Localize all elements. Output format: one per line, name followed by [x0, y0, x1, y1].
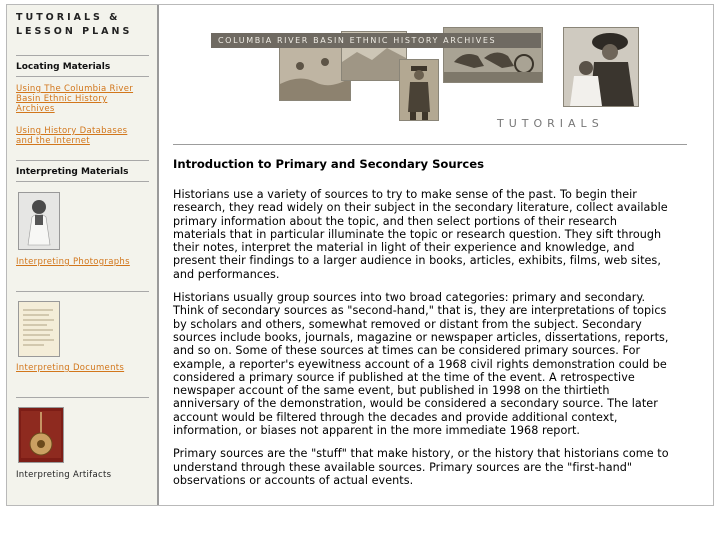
document-thumbnail[interactable]	[18, 301, 60, 357]
sidebar-divider	[16, 291, 149, 292]
paragraph-primary-sources: Primary sources are the "stuff" that make history, or the history that historians come to understand through these available sources. Primary sources are the "first-hand" observations or accounts of actual events.	[173, 447, 669, 487]
sidebar-divider	[16, 55, 149, 56]
paragraph-intro: Historians use a variety of sources to try to make sense of the past. To begin their research, they read widely on their subject in the secondary literature, collect available primary information about the topic, and then select portions of their research materials that in particular illuminate the topic or research question. They sift through their notes, interpret the material in light of their experience and knowledge, and present their findings to a larger audience in books, articles, exhibits, films, web sites, and performances.	[173, 188, 668, 281]
header-divider	[173, 144, 687, 145]
banner-photo-man	[399, 59, 439, 121]
interpreting-materials-heading: Interpreting Materials	[16, 167, 129, 177]
sidebar-title-line2: LESSON PLANS	[16, 26, 133, 37]
link-using-history-databases[interactable]: Using History Databases and the Internet	[16, 126, 128, 146]
paragraph-categories: Historians usually group sources into two broad categories: primary and secondary. Think of secondary sources as "second-hand," that is, they are interpretations of topics by scholars and others, somewhat removed or distant from the subject. Secondary sources include books, journals, magazine or newspaper articles, dissertations, reports, and so on. Some of these sources at times can be considered primary sources. For example, a reporter's eyewitness account of a 1968 civil rights demonstration could be considered a primary source if published at the time of the event. A retrospective newspaper account of the same event, but published in 1998 on the thirtieth anniversary of the demonstration, would be considered a secondary source. The later account would be filtered through the decades and provide additional context, information, or biases not apparent in the more immediate 1968 report.	[173, 291, 669, 438]
link-interpreting-documents[interactable]: Interpreting Documents	[16, 363, 125, 373]
browser-content	[6, 4, 714, 506]
sidebar	[7, 5, 159, 505]
page-title: Introduction to Primary and Secondary Sources	[173, 157, 485, 171]
link-interpreting-photographs[interactable]: Interpreting Photographs	[16, 257, 130, 267]
banner-tutorials-label: TUTORIALS	[497, 117, 604, 130]
locating-materials-heading: Locating Materials	[16, 62, 111, 72]
header-banner	[211, 27, 639, 135]
sidebar-title-line1: TUTORIALS &	[16, 12, 121, 23]
child-photo-thumbnail[interactable]	[18, 192, 60, 250]
artifact-thumbnail[interactable]	[18, 407, 64, 463]
sidebar-divider	[16, 160, 149, 161]
sidebar-divider	[16, 181, 149, 182]
main-content	[173, 157, 673, 497]
banner-photo-mother-child	[563, 27, 639, 107]
banner-title: COLUMBIA RIVER BASIN ETHNIC HISTORY ARCHIVES	[211, 33, 541, 48]
link-using-crbeha[interactable]: Using The Columbia River Basin Ethnic History Archives	[16, 84, 134, 114]
sidebar-divider	[16, 397, 149, 398]
sidebar-divider	[16, 76, 149, 77]
interpreting-artifacts-label: Interpreting Artifacts	[16, 470, 112, 480]
